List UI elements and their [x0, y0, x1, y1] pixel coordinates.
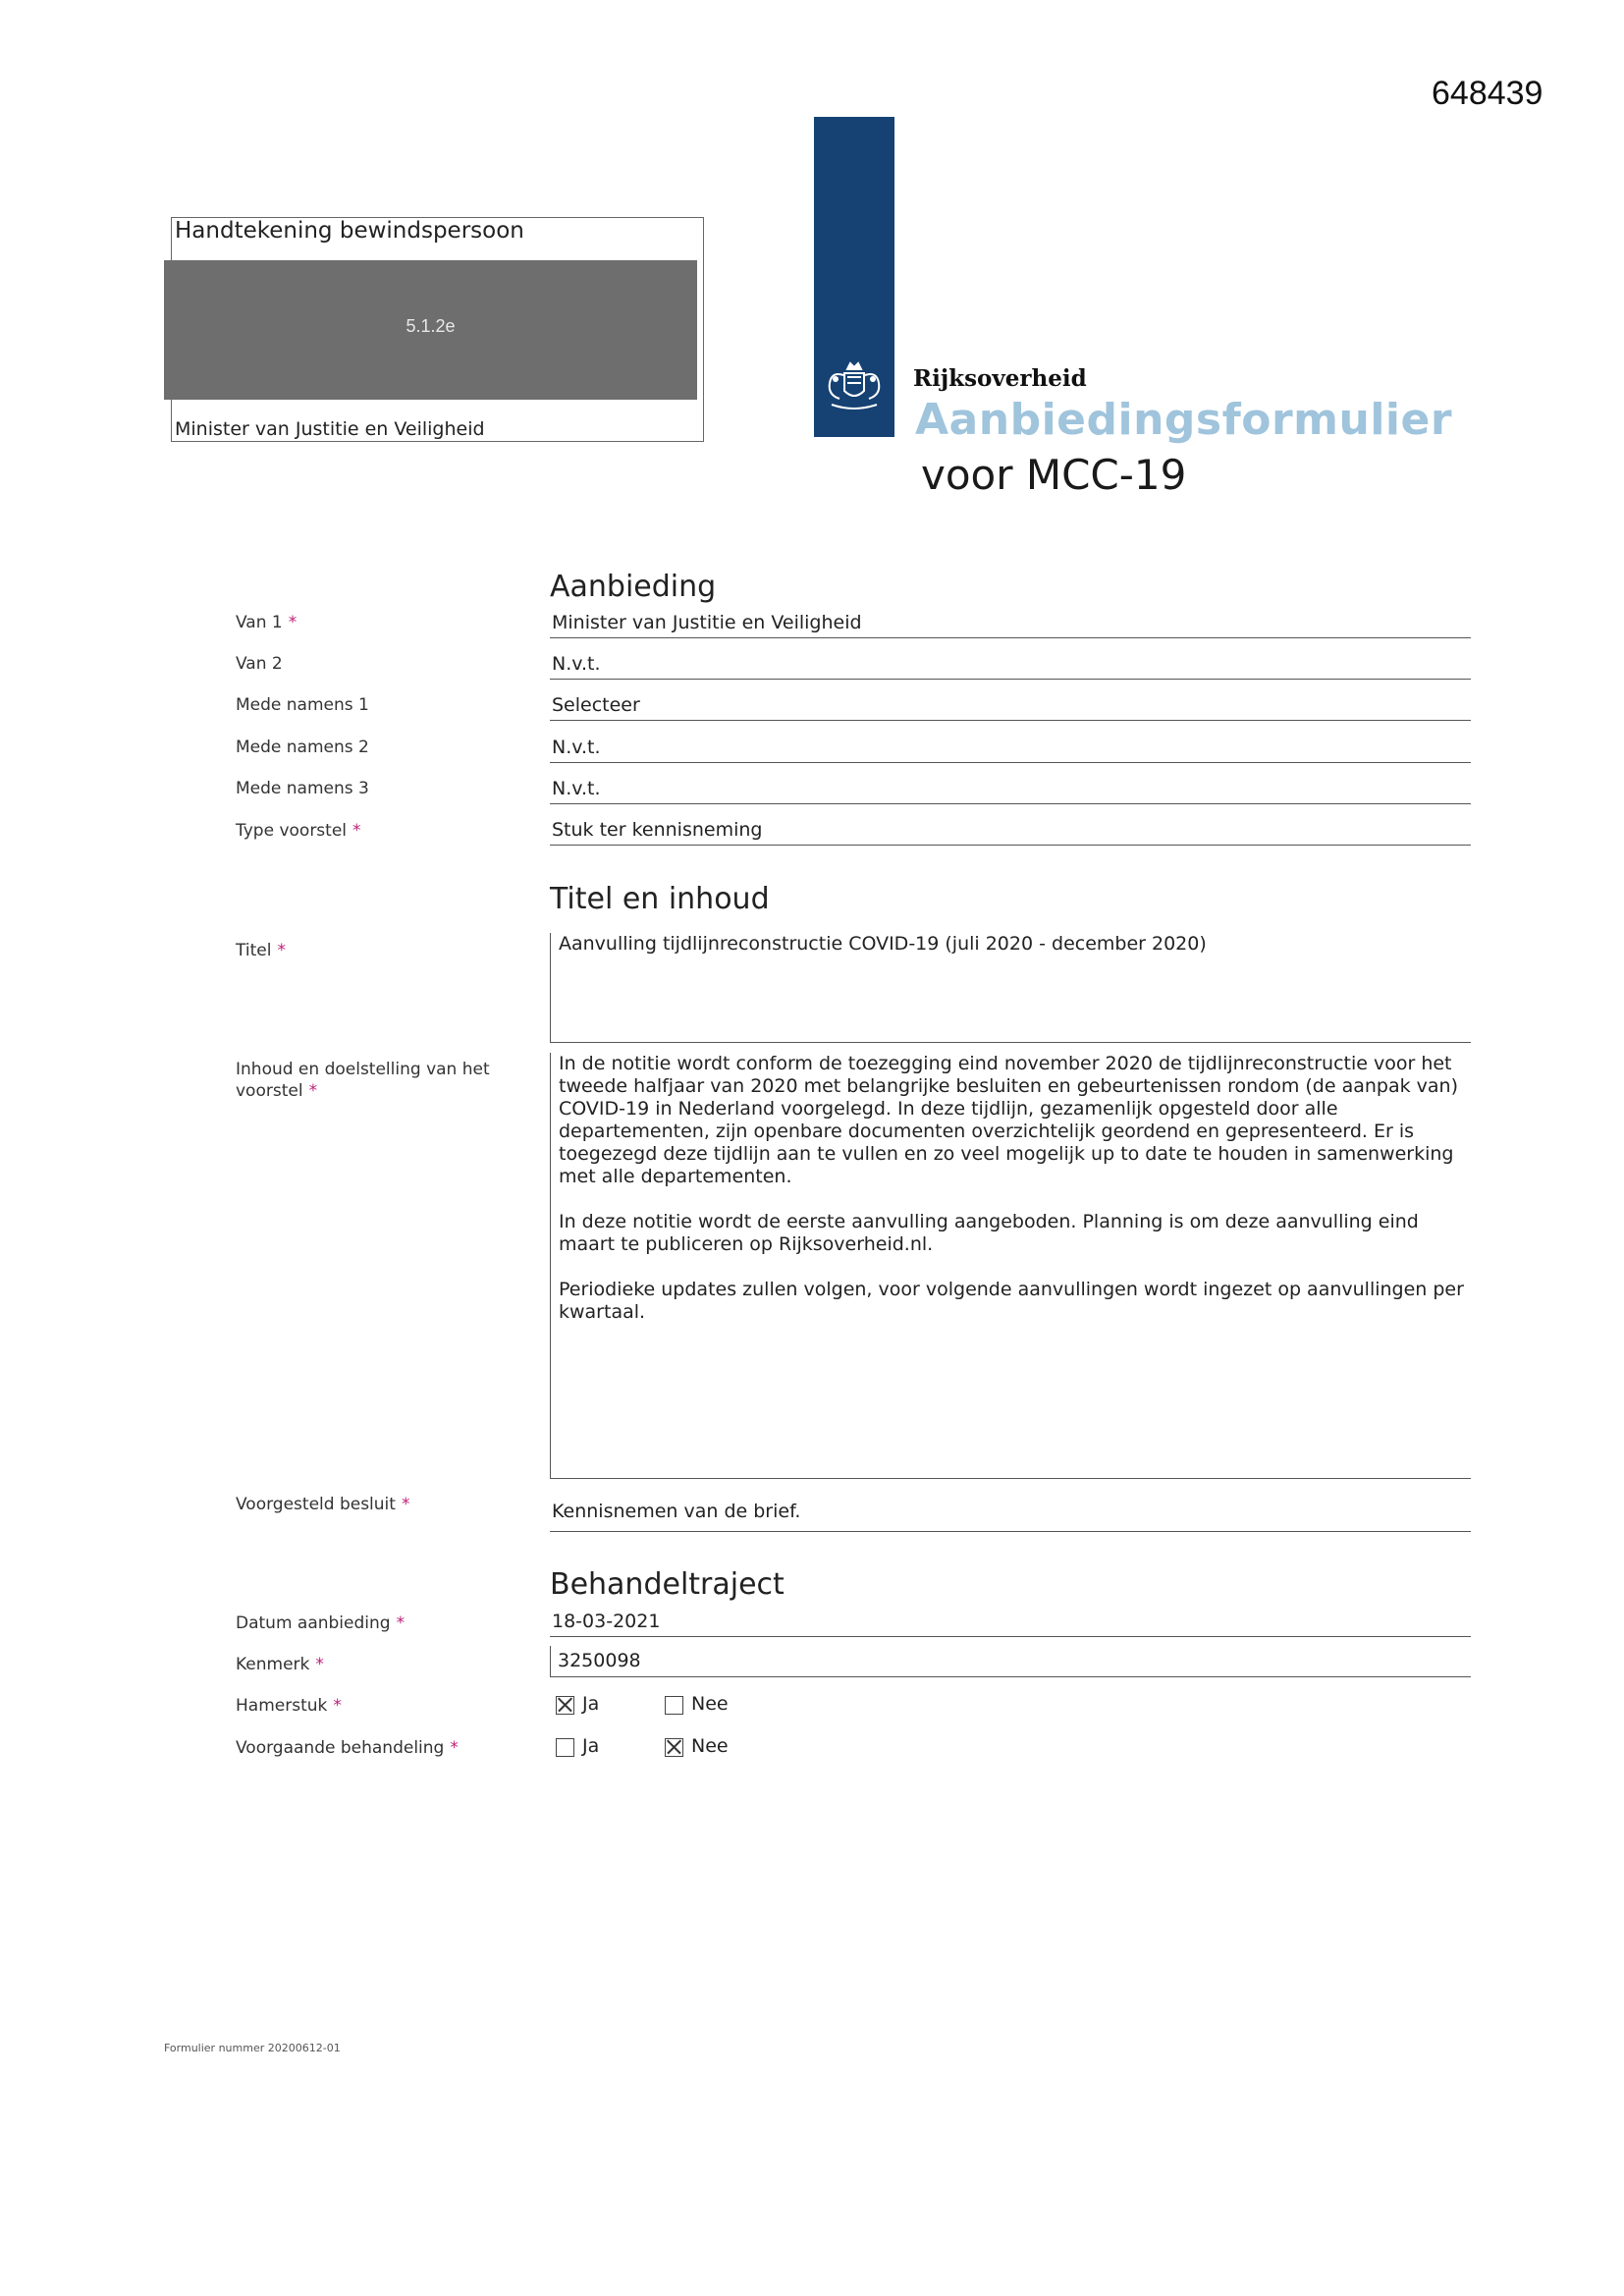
field-label-mede-namens-1: Mede namens 1	[236, 695, 369, 715]
field-underline	[550, 1531, 1471, 1532]
kenmerk-field[interactable]	[550, 1646, 1471, 1677]
titel-textarea[interactable]	[550, 933, 1471, 1043]
inhoud-paragraph: In deze notitie wordt de eerste aanvulling aangeboden. Planning is om deze aanvulling eind maart te publiceren op Rijksoverheid.nl.	[559, 1211, 1419, 1255]
document-number: 648439	[1432, 75, 1543, 112]
field-value-datum-aanbieding[interactable]: 18-03-2021	[552, 1611, 661, 1632]
field-label-kenmerk: Kenmerk *	[236, 1655, 324, 1674]
inhoud-paragraph: Periodieke updates zullen volgen, voor volgende aanvullingen wordt ingezet op aanvullingen per kwartaal.	[559, 1279, 1464, 1323]
field-label-van-2: Van 2	[236, 654, 283, 674]
logo-wordmark: Rijksoverheid	[913, 365, 1087, 392]
field-label-voorgaande-behandeling: Voorgaande behandeling *	[236, 1738, 459, 1758]
redaction-code: 5.1.2e	[406, 316, 456, 336]
field-value-voorgesteld-besluit[interactable]: Kennisnemen van de brief.	[552, 1501, 801, 1522]
field-underline	[550, 637, 1471, 638]
signatory-name: Minister van Justitie en Veiligheid	[175, 418, 485, 440]
field-underline	[550, 720, 1471, 721]
signature-title: Handtekening bewindspersoon	[175, 218, 524, 244]
field-label-type-voorstel: Type voorstel *	[236, 821, 361, 841]
form-number: Formulier nummer 20200612-01	[164, 2042, 341, 2054]
voorgaande-nee-checkbox[interactable]	[665, 1738, 683, 1757]
field-value-mede-namens-2[interactable]: N.v.t.	[552, 737, 601, 758]
field-label-voorgesteld-besluit: Voorgesteld besluit *	[236, 1495, 410, 1514]
voorgaande-ja-label: Ja	[582, 1735, 600, 1757]
form-title: Aanbiedingsformulier	[915, 395, 1453, 445]
field-value-van-1[interactable]: Minister van Justitie en Veiligheid	[552, 612, 862, 633]
field-label-hamerstuk: Hamerstuk *	[236, 1696, 342, 1716]
inhoud-textarea[interactable]	[550, 1053, 1471, 1479]
hamerstuk-ja-label: Ja	[582, 1693, 600, 1715]
field-underline	[550, 679, 1471, 680]
field-value-mede-namens-3[interactable]: N.v.t.	[552, 778, 601, 799]
field-underline	[550, 762, 1471, 763]
form-subtitle: voor MCC-19	[921, 451, 1187, 499]
field-underline	[550, 845, 1471, 846]
field-value-type-voorstel[interactable]: Stuk ter kennisneming	[552, 819, 763, 841]
voorgaande-nee-label: Nee	[691, 1735, 729, 1757]
field-value-van-2[interactable]: N.v.t.	[552, 653, 601, 675]
hamerstuk-ja-checkbox[interactable]	[556, 1696, 574, 1715]
field-underline	[550, 1636, 1471, 1637]
hamerstuk-nee-checkbox[interactable]	[665, 1696, 683, 1715]
section-behandeltraject-title: Behandeltraject	[550, 1567, 785, 1602]
inhoud-paragraph: In de notitie wordt conform de toezegging eind november 2020 de tijdlijnreconstructie voor het tweede halfjaar van 2020 met belangrijke besluiten en gebeurtenissen rondom (de aanpak van) COVID-19 in Nederland voorgelegd. In deze tijdlijn, gezamenlijk opgesteld door alle departementen, zijn openbare documenten overzichtelijk geordend en gepresenteerd. Er is toegezegd deze tijdlijn aan te vullen en zo veel mogelijk up to date te houden in samenwerking met alle departementen.	[559, 1053, 1459, 1187]
field-label-inhoud: Inhoud en doelstelling van het voorstel *	[236, 1060, 490, 1101]
titel-text: Aanvulling tijdlijnreconstructie COVID-19 (juli 2020 - december 2020)	[559, 933, 1207, 955]
field-label-datum-aanbieding: Datum aanbieding *	[236, 1613, 406, 1633]
section-aanbieding-title: Aanbieding	[550, 570, 717, 604]
field-label-van-1: Van 1 *	[236, 613, 298, 632]
field-label-titel: Titel *	[236, 941, 286, 960]
voorgaande-ja-checkbox[interactable]	[556, 1738, 574, 1757]
hamerstuk-nee-label: Nee	[691, 1693, 729, 1715]
coat-of-arms-icon	[818, 355, 891, 418]
kenmerk-value: 3250098	[558, 1650, 641, 1671]
field-underline	[550, 803, 1471, 804]
field-value-mede-namens-1[interactable]: Selecteer	[552, 694, 640, 716]
field-label-mede-namens-3: Mede namens 3	[236, 779, 369, 798]
field-label-mede-namens-2: Mede namens 2	[236, 738, 369, 757]
section-titel-inhoud-title: Titel en inhoud	[550, 882, 770, 916]
